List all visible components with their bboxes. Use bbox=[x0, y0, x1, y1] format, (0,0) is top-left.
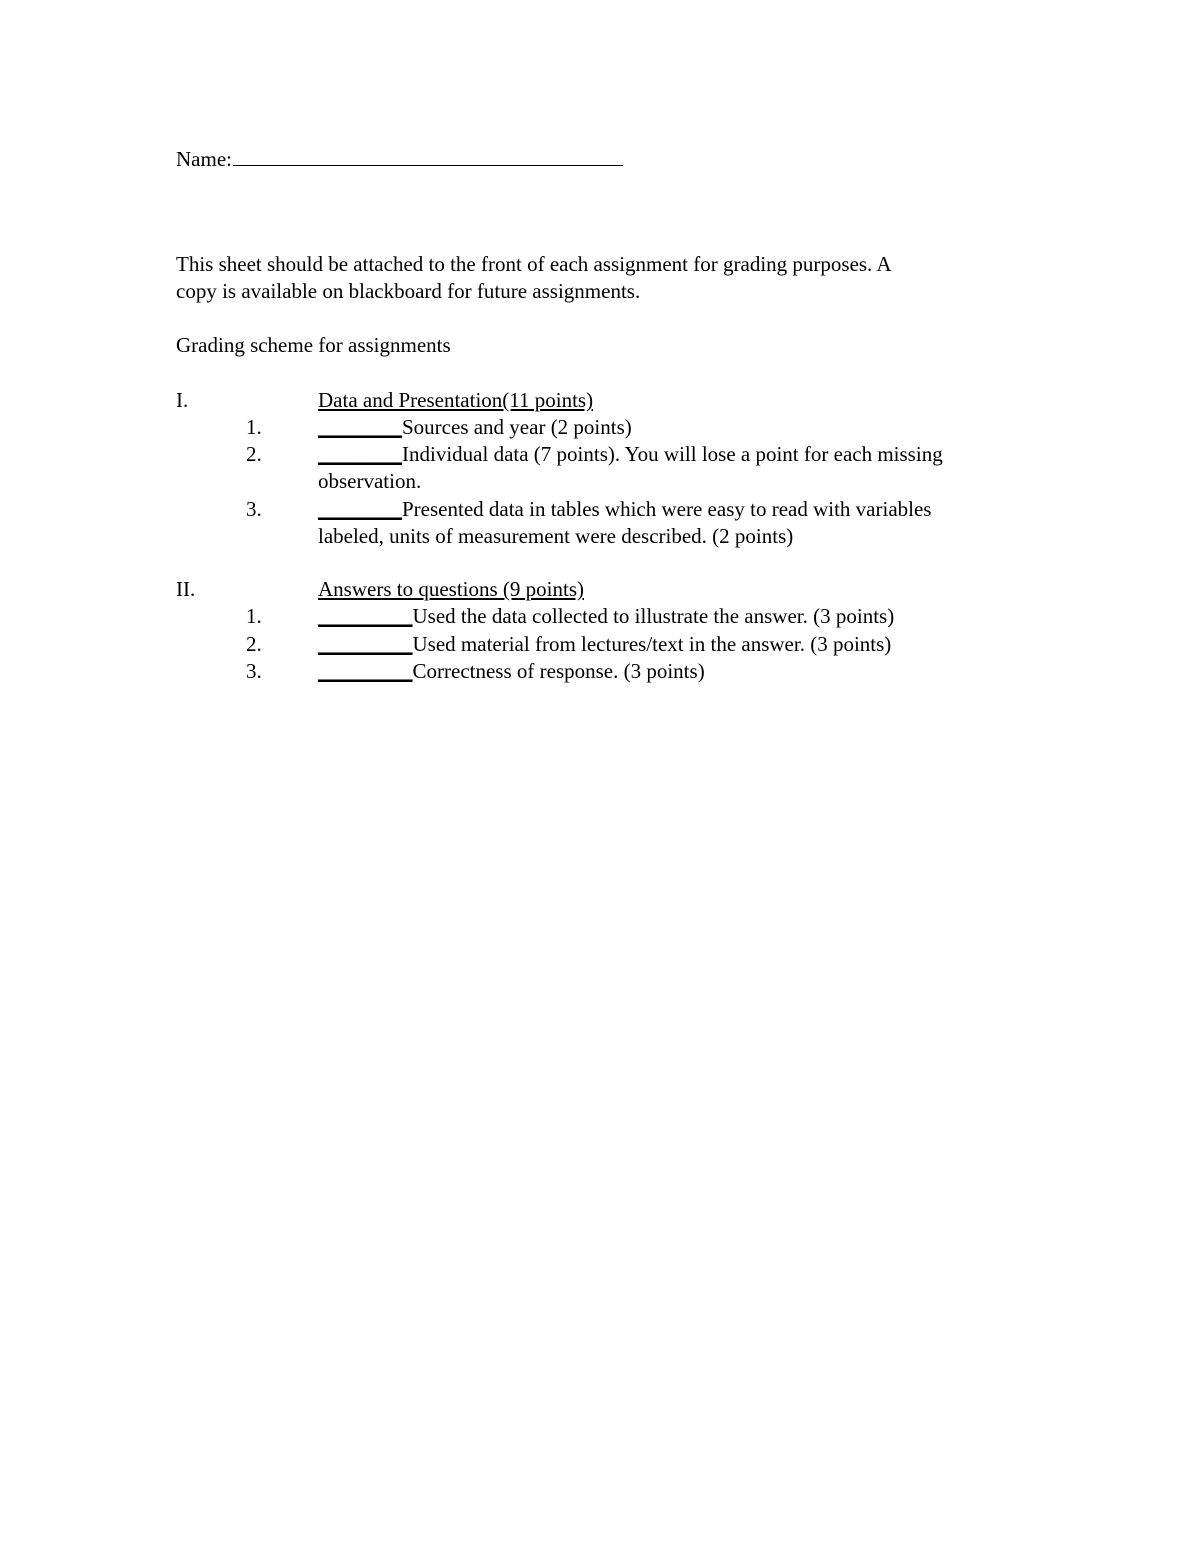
item-text-continued: labeled, units of measurement were described. (2 points) bbox=[318, 524, 794, 548]
score-blank[interactable]: _________ bbox=[318, 604, 413, 628]
name-input-line[interactable] bbox=[233, 143, 623, 166]
section-title: Data and Presentation(11 points) bbox=[318, 388, 594, 412]
item-text: Individual data (7 points). You will lose a point for each missing bbox=[402, 442, 943, 466]
grading-item bbox=[318, 496, 1018, 550]
score-blank[interactable]: _________ bbox=[318, 632, 413, 656]
item-text: Presented data in tables which were easy to read with variables bbox=[402, 497, 932, 521]
item-number: 3. bbox=[246, 659, 262, 683]
item-text-continued: observation. bbox=[318, 469, 422, 493]
section-numeral: I. bbox=[176, 388, 189, 412]
item-text: Used material from lectures/text in the answer. (3 points) bbox=[412, 632, 892, 656]
grading-item bbox=[318, 631, 1018, 658]
name-row bbox=[176, 143, 623, 173]
section-numeral: II. bbox=[176, 577, 196, 601]
scheme-title: Grading scheme for assignments bbox=[176, 333, 451, 357]
score-blank[interactable]: ________ bbox=[318, 497, 402, 521]
item-text: Used the data collected to illustrate the answer. (3 points) bbox=[412, 604, 895, 628]
item-text: Sources and year (2 points) bbox=[402, 415, 632, 439]
item-number: 1. bbox=[246, 604, 262, 628]
intro-line-1: This sheet should be attached to the front of each assignment for grading purposes. A bbox=[176, 252, 892, 276]
grading-item bbox=[318, 658, 1018, 685]
section-title: Answers to questions (9 points) bbox=[318, 577, 584, 601]
score-blank[interactable]: ________ bbox=[318, 415, 402, 439]
item-number: 2. bbox=[246, 442, 262, 466]
name-label: Name: bbox=[176, 147, 232, 171]
item-number: 3. bbox=[246, 497, 262, 521]
grading-item bbox=[318, 441, 1018, 495]
item-number: 2. bbox=[246, 632, 262, 656]
item-number: 1. bbox=[246, 415, 262, 439]
score-blank[interactable]: _________ bbox=[318, 659, 413, 683]
intro-paragraph bbox=[176, 251, 1016, 305]
item-text: Correctness of response. (3 points) bbox=[412, 659, 705, 683]
grading-item bbox=[318, 603, 1018, 630]
score-blank[interactable]: ________ bbox=[318, 442, 402, 466]
grading-item bbox=[318, 414, 1018, 441]
intro-line-2: copy is available on blackboard for future assignments. bbox=[176, 279, 641, 303]
